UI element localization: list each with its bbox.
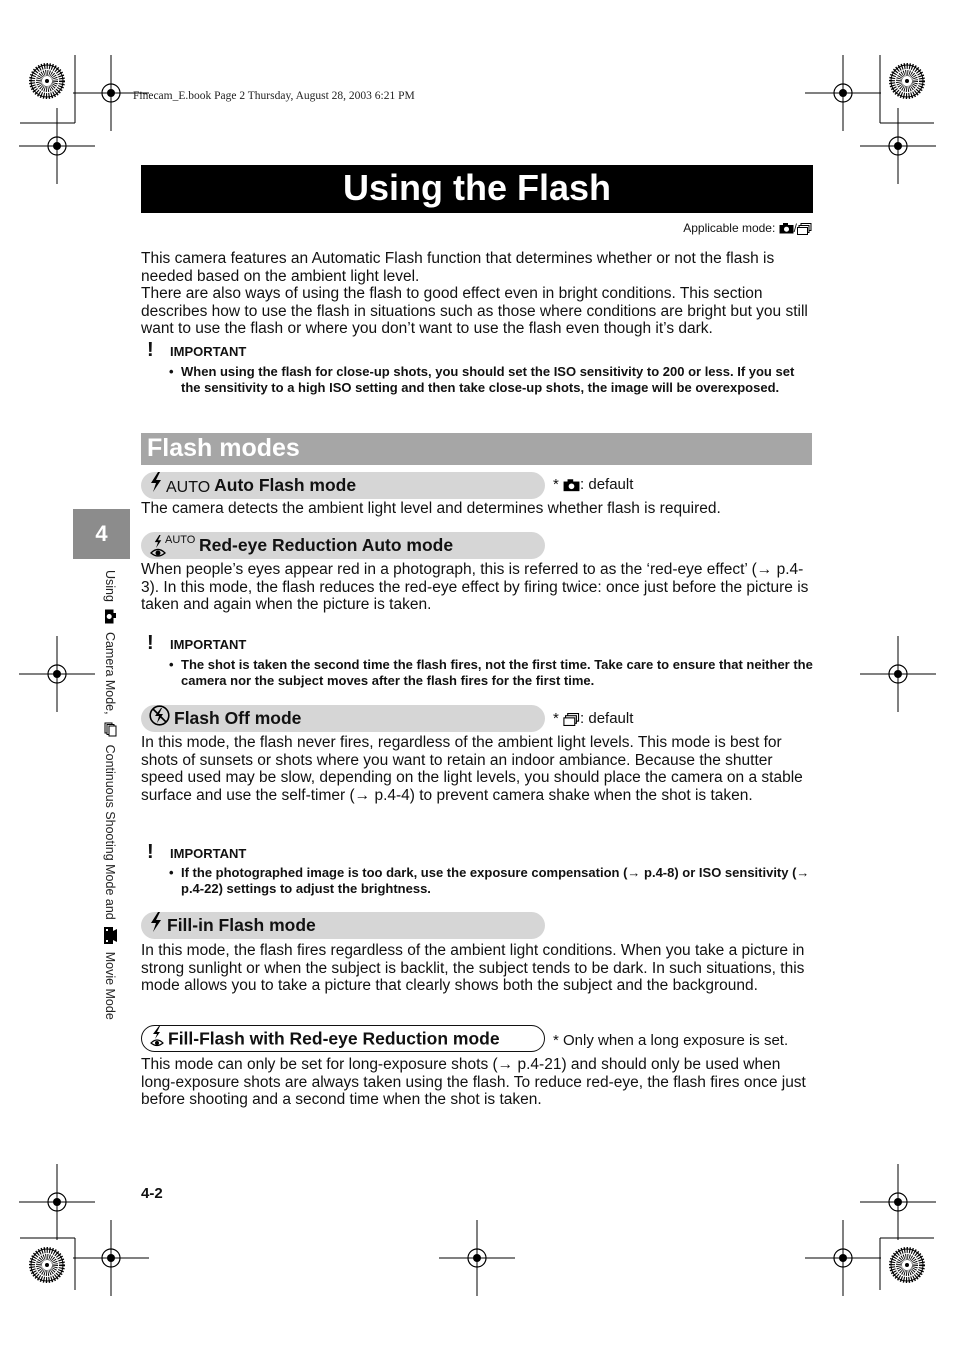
- page-title: Using the Flash: [141, 165, 813, 213]
- continuous-shooting-icon: [563, 713, 580, 726]
- chapter-tab: 4: [73, 509, 130, 559]
- flash-off-icon: [149, 705, 170, 734]
- section-title: Flash modes: [141, 433, 812, 465]
- intro-paragraph: This camera features an Automatic Flash function that determines whether or not the flash is needed based on the ambient light level.: [141, 250, 775, 285]
- important-icon: !: [147, 632, 154, 654]
- continuous-shooting-icon: [797, 223, 812, 235]
- mode-description-flash-off: In this mode, the flash never fires, regardless of the ambient light levels. This mode is best for shots of sunsets or shots where you want to retain an indoor ambiance. Because the shutter speed used may be slow, depending on the light levels, you should place the camera on a stable surface and use the self-timer (→ p.4-4) to prevent camera shake when the shot is taken.: [141, 734, 803, 804]
- camera-icon: [779, 223, 794, 234]
- fill-flash-red-eye-icon: [150, 1026, 164, 1054]
- default-note-flash-off: * : default: [553, 710, 634, 727]
- fill-flash-icon: [149, 912, 163, 940]
- important-note: • The shot is taken the second time the flash fires, not the first time. Take care to ensure that neither the camera nor the subject moves after the flash fires for the first time.: [169, 657, 813, 688]
- page-number: 4-2: [141, 1185, 163, 1202]
- mode-description-fill-flash-red-eye: This mode can only be set for long-exposure shots (→ p.4-21) and should only be used when long-exposure shots are always taken using the flash. To reduce red-eye, the flash fires once just before shooting and a second time when the shot is taken.: [141, 1056, 806, 1109]
- camera-icon: [104, 609, 117, 624]
- important-note: • When using the flash for close-up shots, you should set the ISO sensitivity to 200 or less. If you set the sensitivity to a high ISO setting and then take close-up shots, the image will be overexposed.: [169, 364, 795, 395]
- mode-header-flash-off: Flash Off mode: [141, 705, 545, 732]
- important-heading: ! IMPORTANT: [147, 632, 247, 654]
- mode-description-fill-in-flash: In this mode, the flash fires regardless of the ambient light conditions. When you take a picture in strong sunlight or when the subject is backlit, the subject tends to be dark. In such situations, this mode allows you to take a picture that clearly shows both the subject and the background.: [141, 942, 805, 995]
- mode-description-red-eye-auto: When people’s eyes appear red in a photograph, this is referred to as the ‘red-eye effect’ (→ p.4-3). In this mode, the flash reduces the red-eye effect by firing twice: once just before the picture is taken and again when the picture is taken.: [141, 561, 809, 614]
- mode-header-auto-flash: AUTO Auto Flash mode: [141, 472, 545, 499]
- book-info-header: Finecam_E.book Page 2 Thursday, August 28, 2003 6:21 PM: [133, 90, 415, 102]
- mode-header-fill-in-flash: Fill-in Flash mode: [141, 912, 545, 939]
- mode-header-fill-flash-red-eye: Fill-Flash with Red-eye Reduction mode: [141, 1025, 545, 1052]
- applicable-mode: Applicable mode: /: [683, 221, 812, 235]
- chapter-side-label: Using Camera Mode, Continuous Shooting Mode and Movie Mode: [103, 570, 117, 1020]
- flash-auto-icon: AUTO: [149, 472, 210, 501]
- red-eye-auto-icon: AUTO: [149, 533, 195, 560]
- important-heading: ! IMPORTANT: [147, 339, 247, 361]
- important-icon: !: [147, 841, 154, 863]
- continuous-shooting-icon: [104, 722, 117, 737]
- important-note: • If the photographed image is too dark, use the exposure compensation (→ p.4-8) or ISO sensitivity (→ p.4-22) settings to adjust the brightness.: [169, 865, 810, 896]
- long-exposure-note: * Only when a long exposure is set.: [553, 1032, 789, 1049]
- important-icon: !: [147, 339, 154, 361]
- important-heading: ! IMPORTANT: [147, 841, 247, 863]
- mode-header-red-eye-auto: AUTO Red-eye Reduction Auto mode: [141, 532, 545, 559]
- camera-icon: [563, 479, 580, 492]
- movie-icon: [104, 927, 117, 944]
- mode-description-auto-flash: The camera detects the ambient light level and determines whether flash is required.: [141, 500, 721, 517]
- applicable-mode-label: Applicable mode:: [683, 221, 776, 235]
- intro-paragraph-2: There are also ways of using the flash to good effect even in bright conditions. This section describes how to use the flash in situations such as those where conditions are bright but you still want to use the flash or where you don’t want to use the flash even though it’s dark.: [141, 285, 808, 338]
- default-note-auto: * : default: [553, 476, 634, 493]
